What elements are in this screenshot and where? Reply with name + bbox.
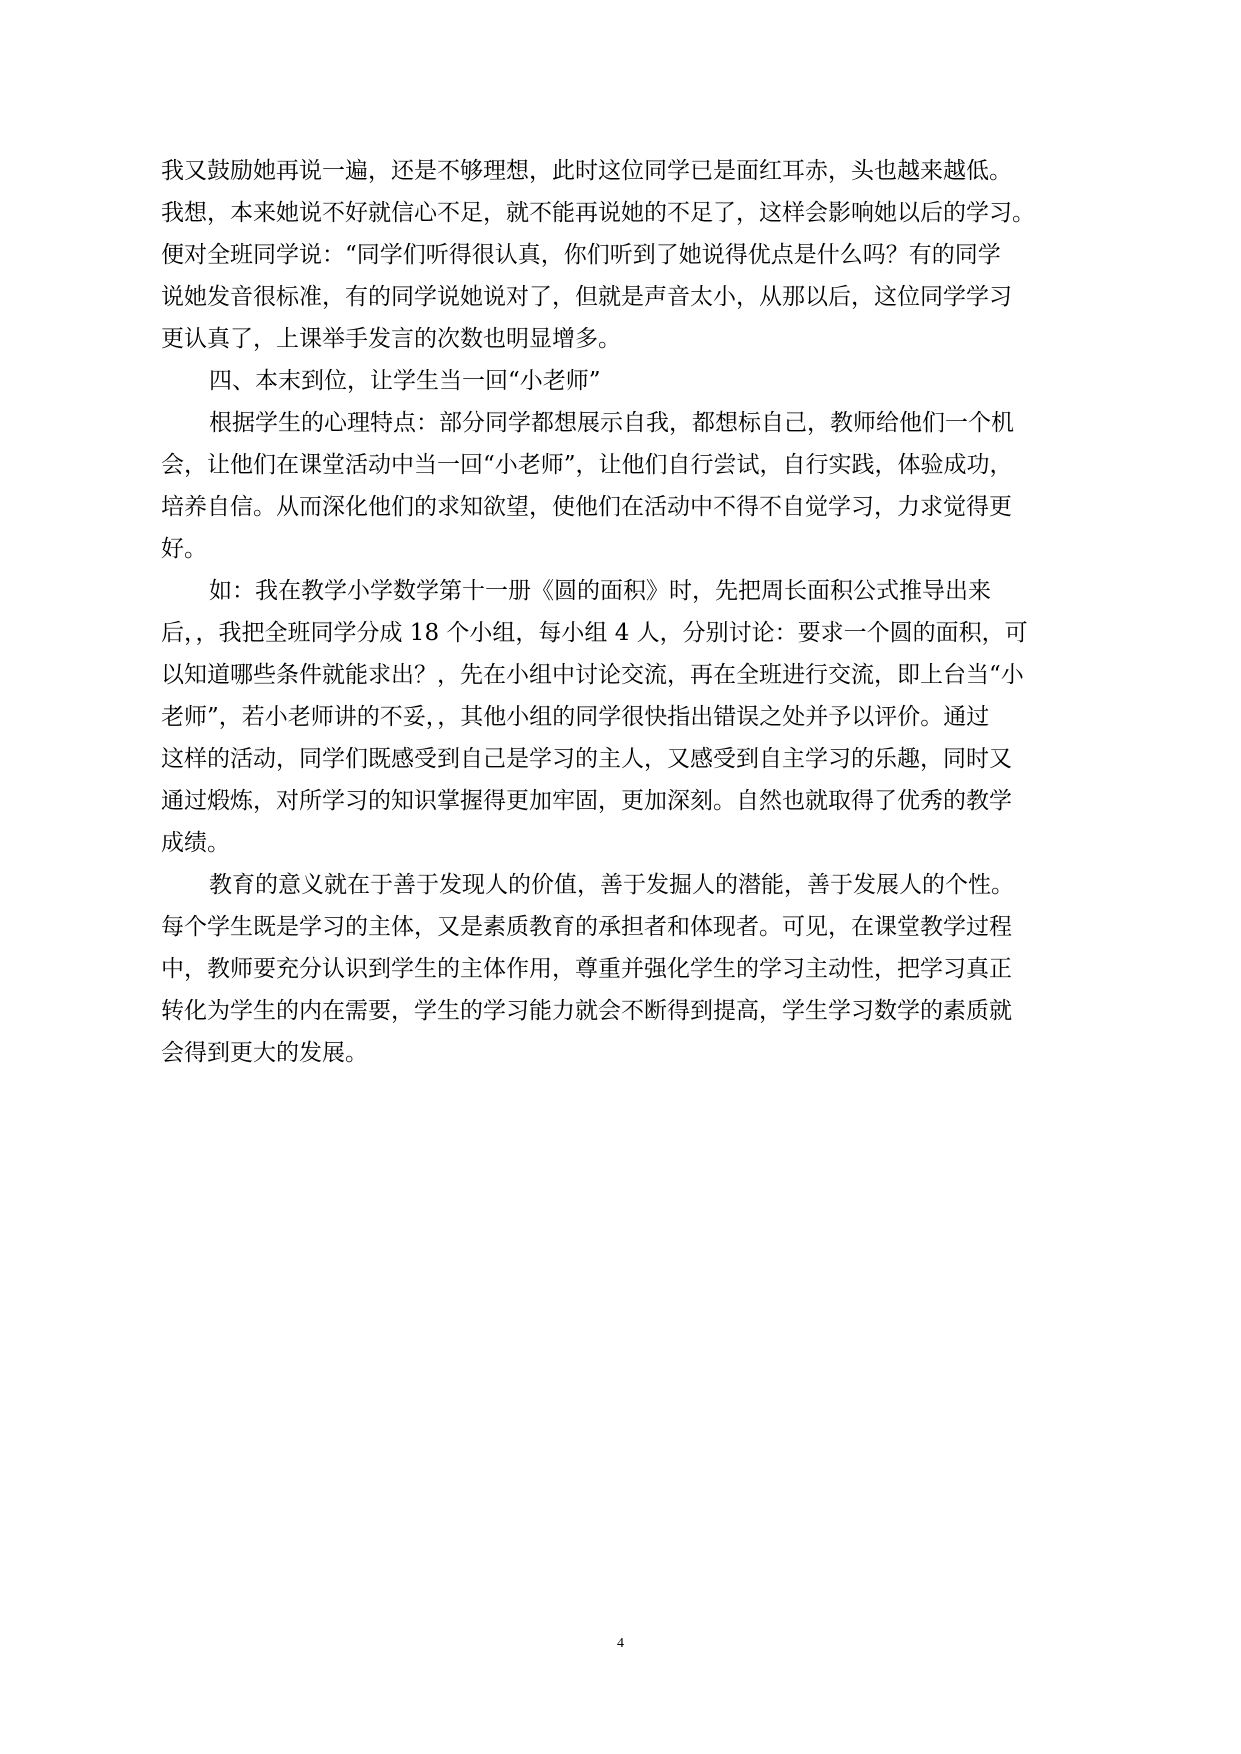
text-line: 更认真了，上课举手发言的次数也明显增多。 xyxy=(161,326,621,352)
text-line: 每个学生既是学习的主体，又是素质教育的承担者和体现者。可见，在课堂教学过程 xyxy=(161,914,1012,940)
text-line: 老师”，若小老师讲的不妥，，其他小组的同学很快指出错误之处并予以评价。通过 xyxy=(161,704,990,730)
text-line: 这样的活动，同学们既感受到自己是学习的主人，又感受到自主学习的乐趣，同时又 xyxy=(161,746,1012,772)
text-line: 会，让他们在课堂活动中当一回“小老师”，让他们自行尝试，自行实践，体验成功， xyxy=(161,452,1013,478)
text-line: 后，，我把全班同学分成 18 个小组，每小组 4 人，分别讨论：要求一个圆的面积，可 xyxy=(161,620,1028,646)
paragraph-continuation xyxy=(161,150,1081,360)
paragraph xyxy=(161,864,1081,1074)
text-line: 中，教师要充分认识到学生的主体作用，尊重并强化学生的学习主动性，把学习真正 xyxy=(161,956,1012,982)
text-line: 教育的意义就在于善于发现人的价值，善于发掘人的潜能，善于发展人的个性。 xyxy=(209,872,1014,898)
text-line: 说她发音很标准，有的同学说她说对了，但就是声音太小，从那以后，这位同学学习 xyxy=(161,284,1012,310)
section-heading-text: 四、本末到位，让学生当一回“小老师” xyxy=(209,368,601,394)
page-number: 4 xyxy=(617,1636,624,1651)
text-line: 会得到更大的发展。 xyxy=(161,1040,368,1066)
text-line: 如：我在教学小学数学第十一册《圆的面积》时，先把周长面积公式推导出来 xyxy=(209,578,991,604)
document-body xyxy=(161,150,1081,1074)
section-heading xyxy=(161,360,1081,402)
text-line: 以知道哪些条件就能求出？，先在小组中讨论交流，再在全班进行交流，即上台当“小 xyxy=(161,662,1024,688)
text-line: 成绩。 xyxy=(161,830,230,856)
paragraph xyxy=(161,570,1081,864)
text-line: 好。 xyxy=(161,536,207,562)
text-line: 根据学生的心理特点：部分同学都想展示自我，都想标自己，教师给他们一个机 xyxy=(209,410,1014,436)
text-line: 培养自信。从而深化他们的求知欲望，使他们在活动中不得不自觉学习，力求觉得更 xyxy=(161,494,1012,520)
paragraph xyxy=(161,402,1081,570)
text-line: 转化为学生的内在需要，学生的学习能力就会不断得到提高，学生学习数学的素质就 xyxy=(161,998,1012,1024)
text-line: 便对全班同学说：“同学们听得很认真，你们听到了她说得优点是什么吗？有的同学 xyxy=(161,242,1001,268)
text-line: 我又鼓励她再说一遍，还是不够理想，此时这位同学已是面红耳赤，头也越来越低。 xyxy=(161,158,1012,184)
text-line: 通过煅炼，对所学习的知识掌握得更加牢固，更加深刻。自然也就取得了优秀的教学 xyxy=(161,788,1012,814)
text-line: 我想，本来她说不好就信心不足，就不能再说她的不足了，这样会影响她以后的学习。 xyxy=(161,200,1035,226)
